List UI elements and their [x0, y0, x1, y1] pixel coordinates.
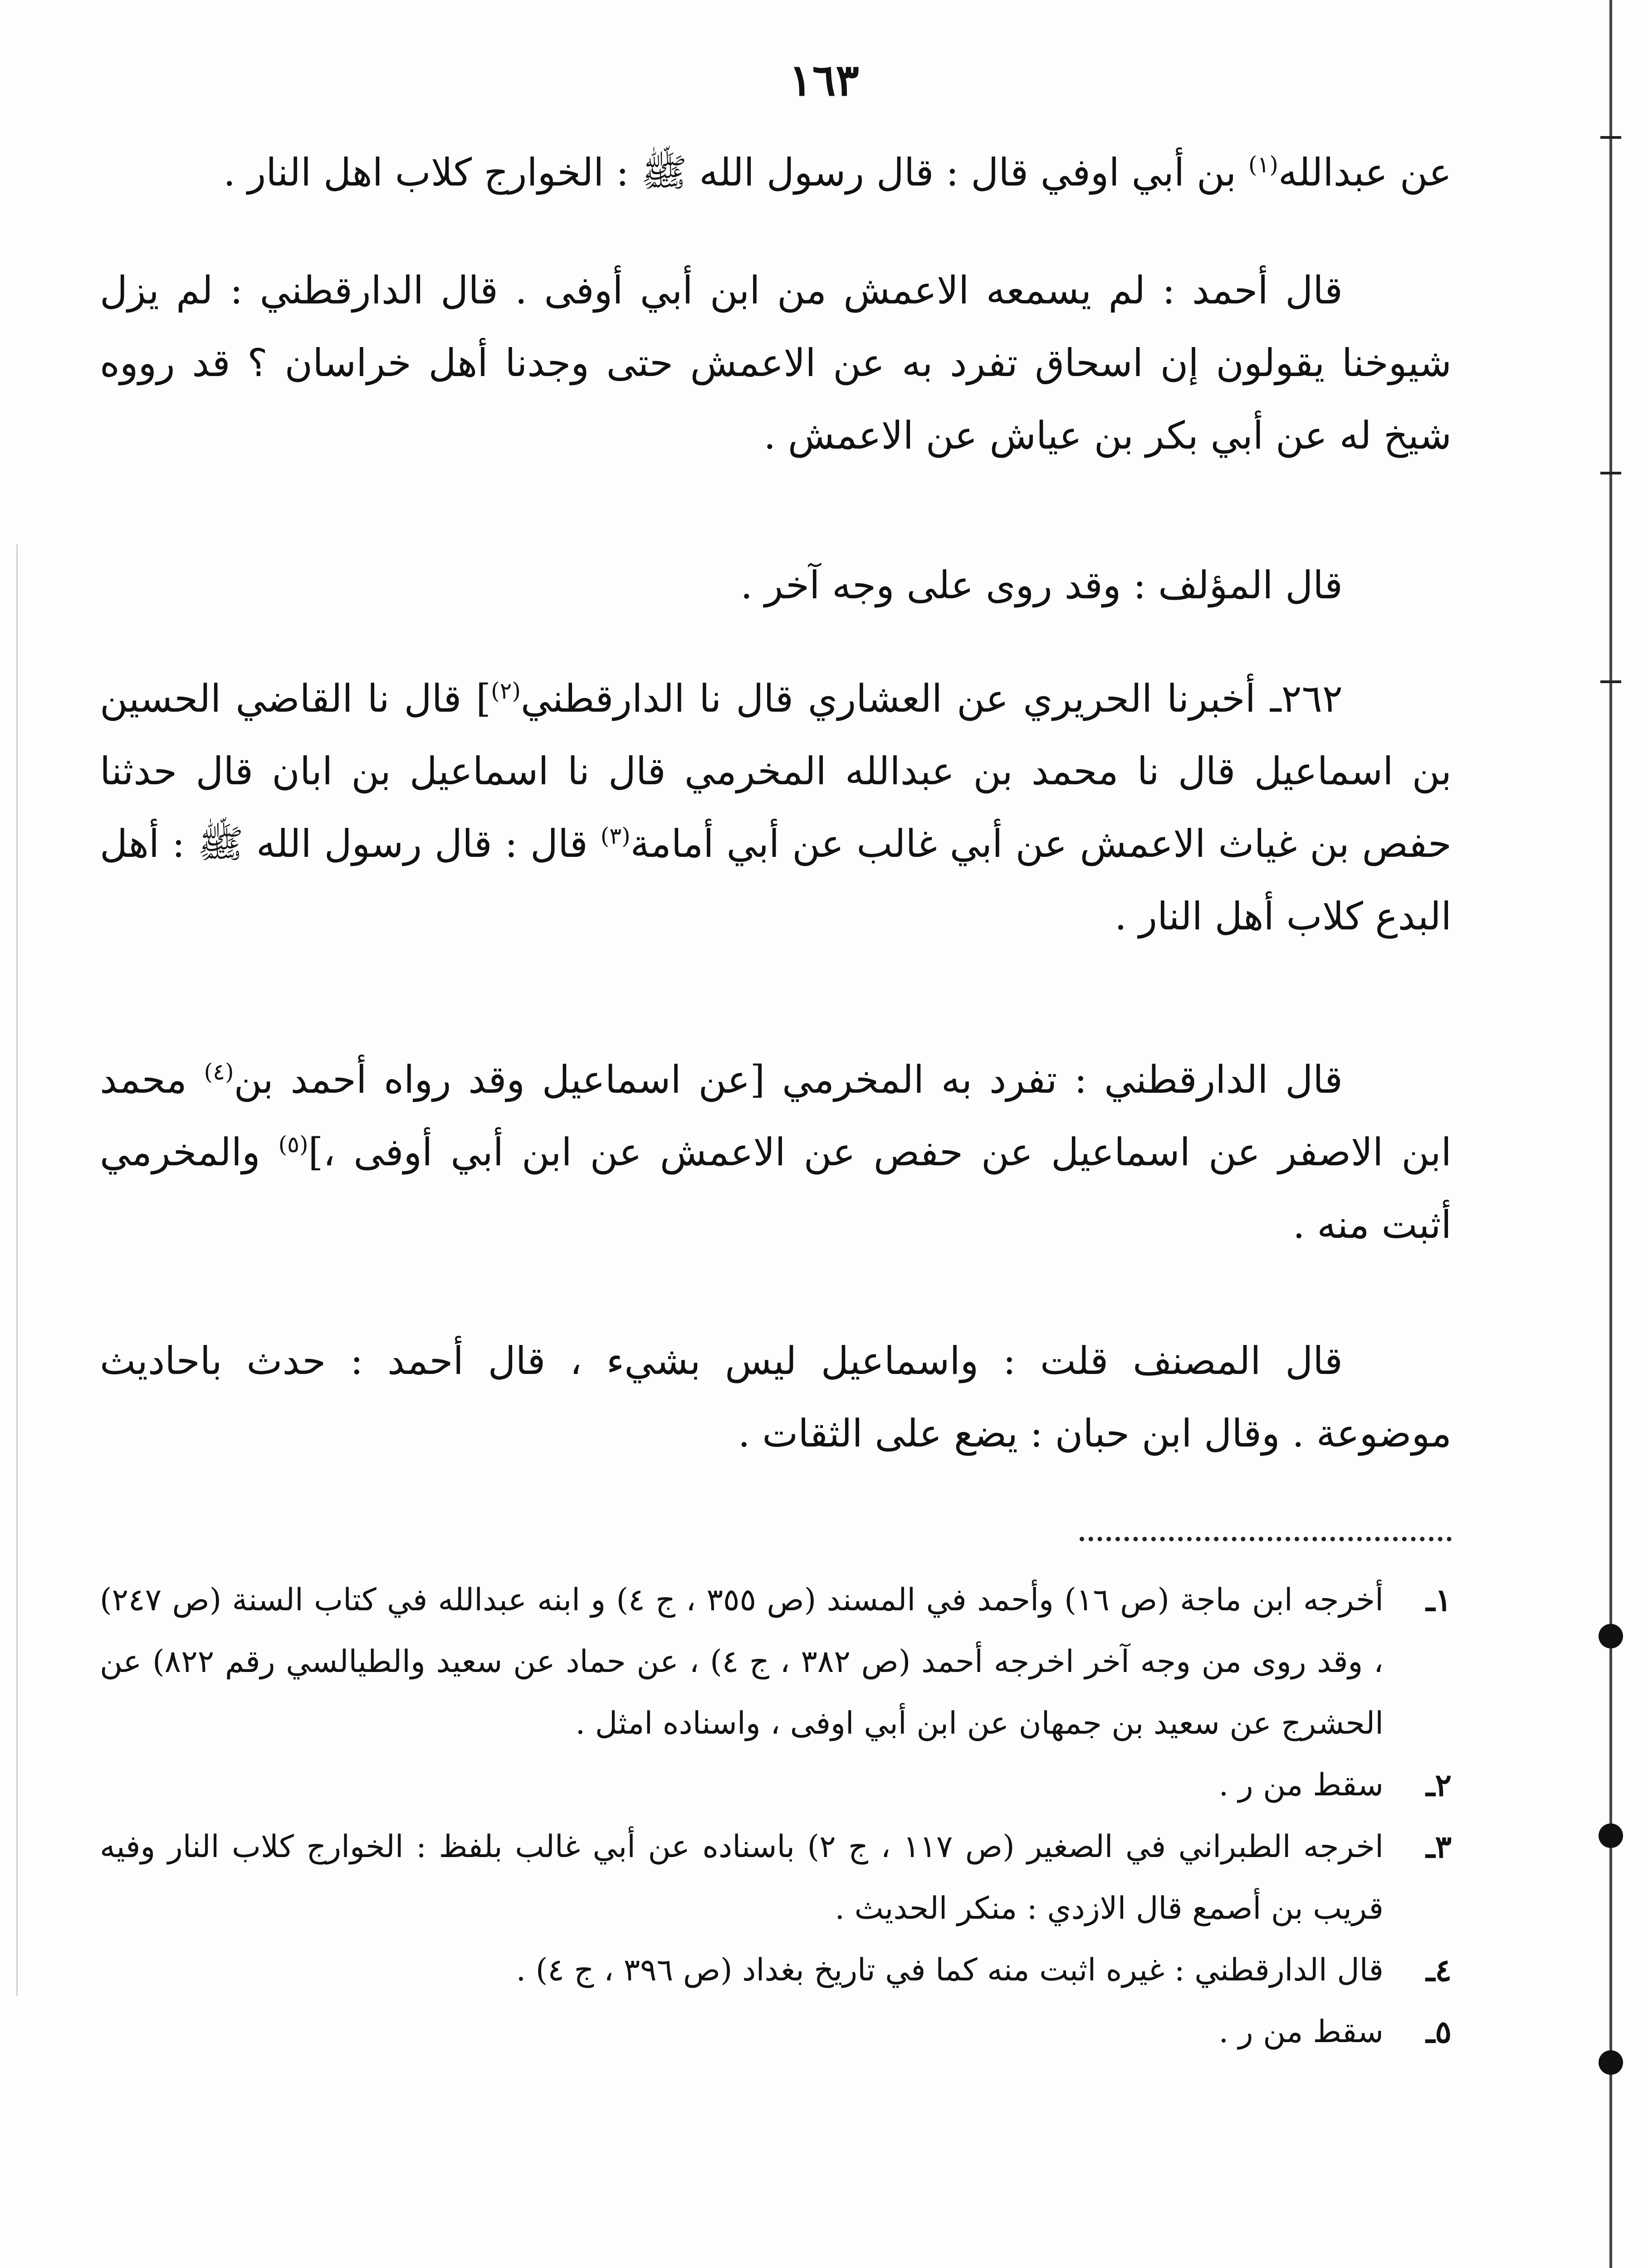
footnote-text: قال الدارقطني : غيره اثبت منه كما في تاريخ بغداد (ص ٣٩٦ ، ج ٤) . — [516, 1952, 1384, 1988]
margin-marker — [1599, 1624, 1623, 1648]
footnote-item — [100, 1816, 1452, 1940]
footnote-ref: (٤) — [204, 1059, 234, 1085]
paragraph-hadith-262: ٢٦٢ـ أخبرنا الحريري عن العشاري قال نا الدارقطني$^{(٢)}$] قال نا القاضي الحسين بن اسماعيل قال نا محمد بن عبدالله المخرمي قال نا اسماعيل بن ابان قال حدثنا حفص بن غياث الاعمش عن أبي غالب عن أبي أمامة$^{(٣)}$ قال : قال رسول الله ﷺ : أهل البدع كلاب أهل النار . — [100, 676, 1452, 938]
paragraph-hadith-1: عن عبدالله$^{(١)}$ بن أبي اوفي قال : قال رسول الله ﷺ : الخوارج كلاب اهل النار . — [223, 150, 1452, 195]
footnotes — [100, 1569, 1452, 2063]
footnote-ref: (١) — [1248, 152, 1278, 178]
footnote-divider — [1080, 1537, 1452, 1541]
footnote-ref: (٣) — [600, 823, 631, 849]
main-text-2 — [100, 254, 1452, 472]
margin-tick — [1600, 472, 1621, 474]
margin-tick — [1600, 680, 1621, 683]
paragraph-author-note: قال المؤلف : وقد روى على وجه آخر . — [740, 563, 1343, 607]
footnote-number: ٢ـ — [1426, 1767, 1452, 1804]
footnote-ref: (٢) — [491, 678, 521, 704]
paragraph-daraqutni: قال الدارقطني : تفرد به المخرمي [عن اسماعيل وقد رواه أحمد بن$^{(٤)}$ محمد ابن الاصفر عن اسماعيل عن حفص عن الاعمش عن ابن أبي أوفى ،]$^{(٥)}$ والمخرمي أثبت منه . — [100, 1057, 1452, 1247]
footnote-text: أخرجه ابن ماجة (ص ١٦) وأحمد في المسند (ص ٣٥٥ ، ج ٤) و ابنه عبدالله في كتاب السنة (ص ٢٤٧) ، وقد روى من وجه آخر اخرجه أحمد (ص ٣٨٢ ، ج ٤) ، عن حماد عن سعيد والطيالسي رقم ٨٢٢) عن الحشرج عن سعيد بن جمهان عن ابن أبي اوفى ، واسناده امثل . — [100, 1582, 1384, 1741]
footnote-item — [100, 1940, 1452, 2001]
footnote-number: ٣ـ — [1426, 1829, 1452, 1865]
footnote-item — [100, 2001, 1452, 2063]
footnote-number: ١ـ — [1426, 1582, 1452, 1618]
footnote-text: سقط من ر . — [1218, 2014, 1384, 2050]
margin-marker — [1599, 1823, 1623, 1848]
footnote-text: سقط من ر . — [1218, 1767, 1384, 1803]
paragraph-commentary-1: قال أحمد : لم يسمعه الاعمش من ابن أبي أوفى . قال الدارقطني : لم يزل شيوخنا يقولون إن اسحاق تفرد به عن الاعمش حتى وجدنا أهل خراسان ؟ قد رووه شيخ له عن أبي بكر بن عياش عن الاعمش . — [100, 268, 1452, 458]
main-text-5 — [100, 1043, 1452, 1261]
main-text-6 — [100, 1325, 1452, 1470]
footnote-ref: (٥) — [278, 1131, 308, 1158]
paragraph-musannif: قال المصنف قلت : واسماعيل ليس بشيء ، قال أحمد : حدث باحاديث موضوعة . وقال ابن حبان : يضع على الثقات . — [100, 1339, 1452, 1456]
left-scan-edge — [16, 544, 18, 1996]
margin-marker — [1599, 2050, 1623, 2075]
right-margin-rule — [1609, 0, 1612, 2268]
footnote-item — [100, 1569, 1452, 1755]
main-text-3 — [100, 549, 1452, 621]
footnote-number: ٥ـ — [1426, 2014, 1452, 2050]
page-number: ١٦٣ — [789, 54, 859, 106]
margin-tick — [1600, 136, 1621, 139]
main-text-4 — [100, 662, 1452, 953]
main-text-1 — [100, 136, 1452, 209]
footnote-item — [100, 1755, 1452, 1816]
footnote-text: اخرجه الطبراني في الصغير (ص ١١٧ ، ج ٢) باسناده عن أبي غالب بلفظ : الخوارج كلاب النار وفيه قريب بن أصمع قال الازدي : منكر الحديث . — [100, 1829, 1384, 1926]
footnote-number: ٤ـ — [1426, 1952, 1452, 1989]
